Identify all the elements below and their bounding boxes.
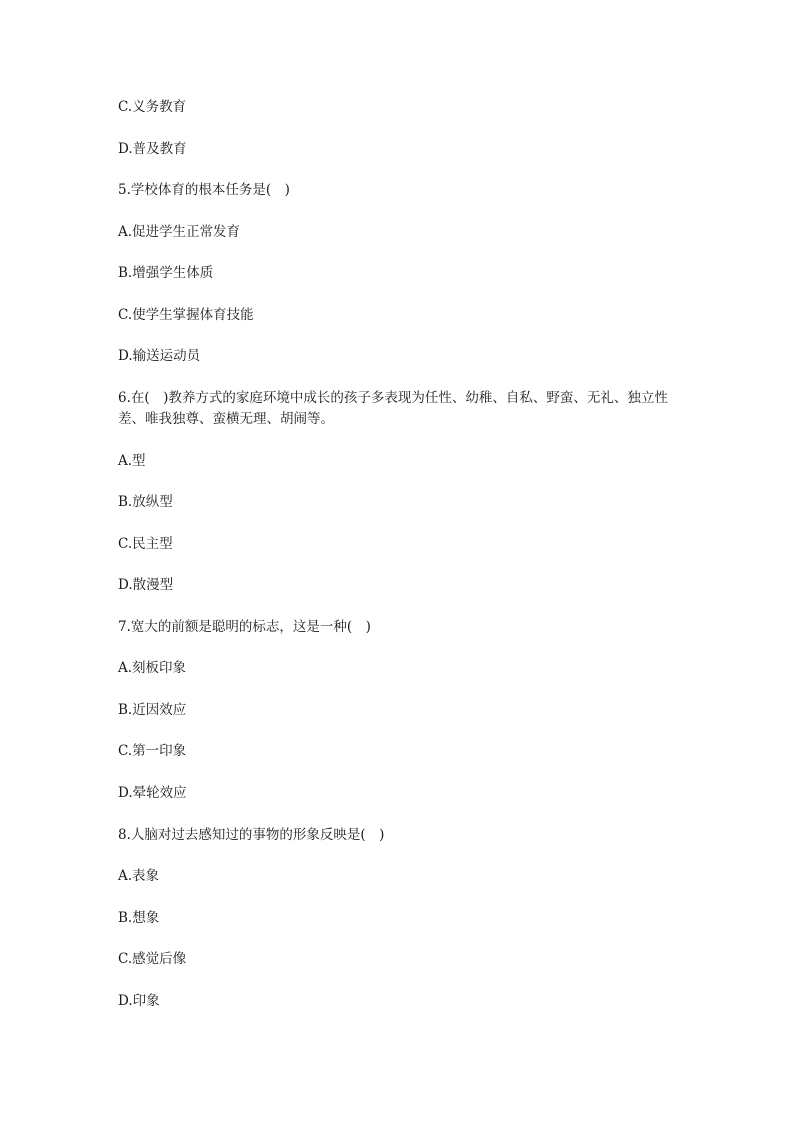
option-c-q5: C.使学生掌握体育技能 xyxy=(118,307,254,323)
option-d-q6: D.散漫型 xyxy=(118,577,174,593)
option-c-q8: C.感觉后像 xyxy=(118,951,187,967)
question-6: 6.在( )教养方式的家庭环境中成长的孩子多表现为任性、幼稚、自私、野蛮、无礼、独立性差、唯我独尊、蛮横无理、胡闹等。 xyxy=(118,390,668,427)
option-c-q7: C.第一印象 xyxy=(118,743,187,759)
option-b-q8: B.想象 xyxy=(118,910,160,926)
option-b-q6: B.放纵型 xyxy=(118,494,173,510)
option-c-q4: C.义务教育 xyxy=(118,99,187,115)
option-d-q5: D.输送运动员 xyxy=(118,348,201,364)
option-a-q6: A.型 xyxy=(118,453,146,469)
option-d-q7: D.晕轮效应 xyxy=(118,785,187,801)
option-a-q7: A.刻板印象 xyxy=(118,660,187,676)
option-b-q7: B.近因效应 xyxy=(118,702,187,718)
question-7: 7.宽大的前额是聪明的标志，这是一种( ) xyxy=(118,619,371,635)
option-b-q5: B.增强学生体质 xyxy=(118,265,214,281)
option-a-q8: A.表象 xyxy=(118,868,160,884)
option-d-q4: D.普及教育 xyxy=(118,141,187,157)
option-a-q5: A.促进学生正常发育 xyxy=(118,224,241,240)
question-8: 8.人脑对过去感知过的事物的形象反映是( ) xyxy=(118,827,385,843)
option-c-q6: C.民主型 xyxy=(118,536,173,552)
option-d-q8: D.印象 xyxy=(118,993,160,1009)
question-5: 5.学校体育的根本任务是( ) xyxy=(118,182,290,198)
